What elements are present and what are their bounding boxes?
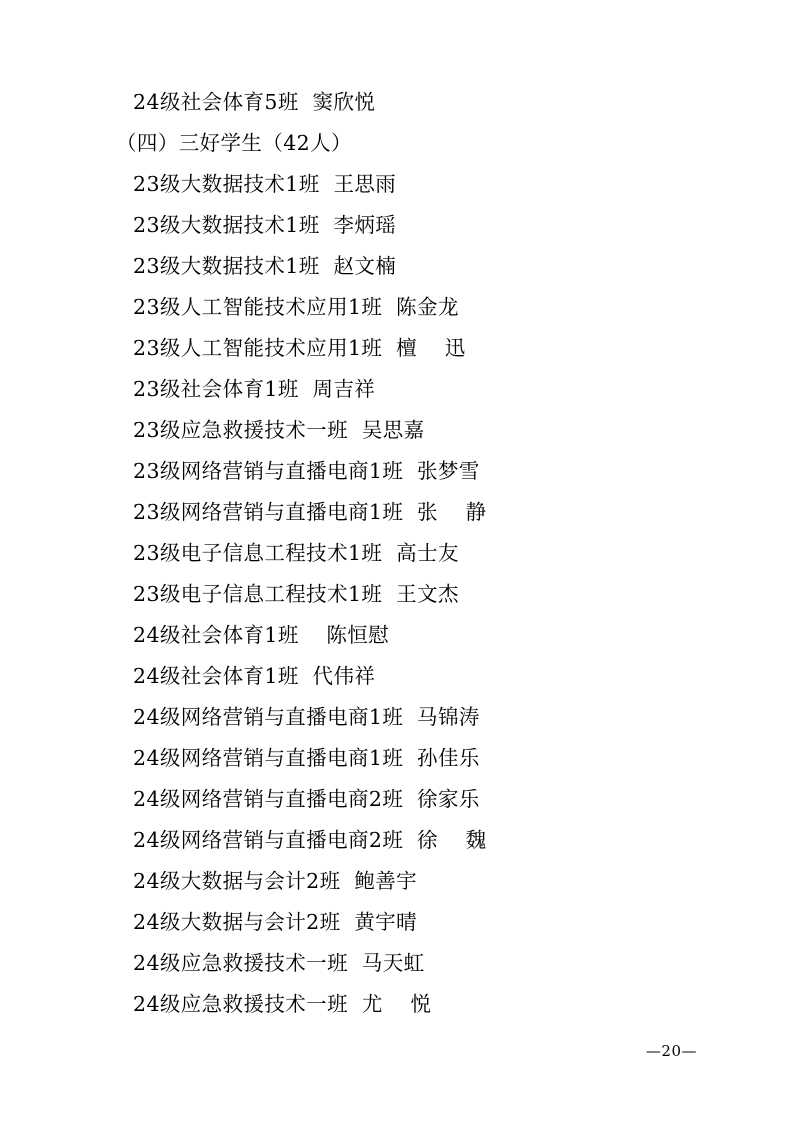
roster-line: 24级网络营销与直播电商1班 孙佳乐 [133,746,480,770]
roster-line: 23级电子信息工程技术1班 高士友 [133,541,459,565]
roster-line: 24级网络营销与直播电商2班 徐 魏 [133,828,487,852]
roster-line: 24级应急救援技术一班 尤 悦 [133,992,432,1016]
roster-line: 23级网络营销与直播电商1班 张梦雪 [133,459,480,483]
roster-line: 24级网络营销与直播电商1班 马锦涛 [133,705,480,729]
roster-line: 24级社会体育1班 陈恒慰 [133,623,390,647]
roster-line: 23级应急救援技术一班 吴思嘉 [133,418,425,442]
roster-line: 23级电子信息工程技术1班 王文杰 [133,582,459,606]
roster-line: 23级网络营销与直播电商1班 张 静 [133,500,487,524]
roster-line: 23级人工智能技术应用1班 檀 迅 [133,336,466,360]
page-number: —20— [645,1042,697,1060]
roster-line: 24级社会体育5班 窦欣悦 [133,90,376,114]
roster-line: 24级大数据与会计2班 鲍善宇 [133,869,418,893]
roster-line: 23级人工智能技术应用1班 陈金龙 [133,295,459,319]
roster-line: 23级大数据技术1班 李炳瑶 [133,213,397,237]
roster-line: 23级大数据技术1班 王思雨 [133,172,397,196]
roster-line: 23级大数据技术1班 赵文楠 [133,254,397,278]
roster-line: 23级社会体育1班 周吉祥 [133,377,376,401]
document-body [116,82,697,1025]
roster-line: 24级社会体育1班 代伟祥 [133,664,376,688]
roster-line: 24级网络营销与直播电商2班 徐家乐 [133,787,480,811]
section-heading: （四）三好学生（42人） [116,131,352,155]
roster-line: 24级大数据与会计2班 黄宇晴 [133,910,418,934]
roster-line: 24级应急救援技术一班 马天虹 [133,951,425,975]
